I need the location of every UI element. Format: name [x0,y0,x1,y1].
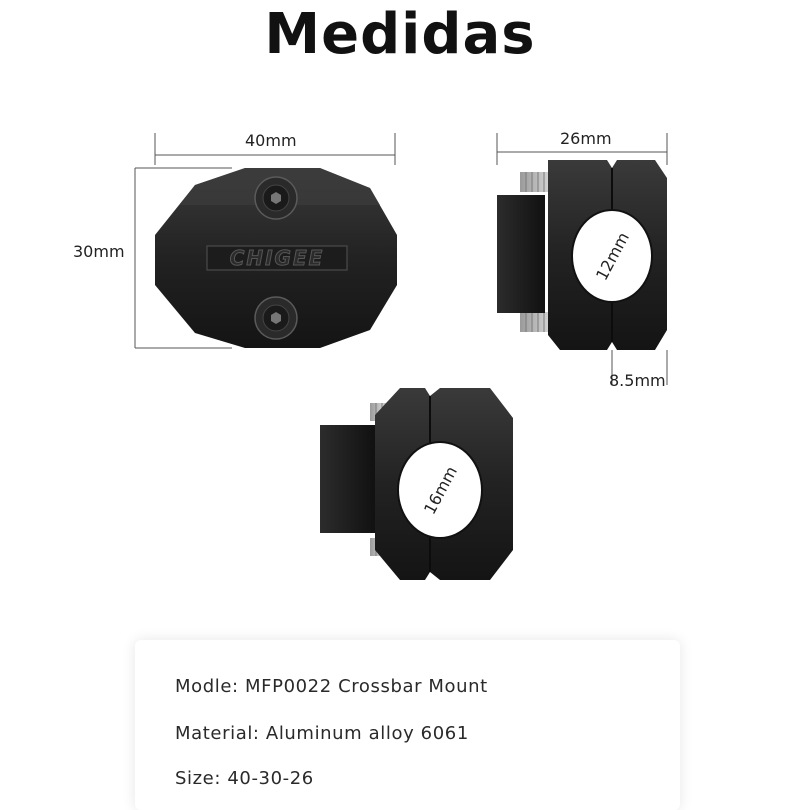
bottom-view-mount [320,388,513,580]
side-view-mount [497,160,667,350]
dim-front-width: 40mm [245,131,297,150]
page-title: Medidas [264,2,536,67]
logo-text: CHIGEE [229,246,325,270]
dim-front-height: 30mm [73,242,125,261]
spec-model: Modle: MFP0022 Crossbar Mount [175,676,488,697]
spec-material: Material: Aluminum alloy 6061 [175,723,469,744]
dim-side-offset: 8.5mm [609,371,666,390]
spec-card [135,640,680,810]
dim-side-inner: 12mm [591,229,633,284]
spec-size: Size: 40-30-26 [175,768,314,789]
dim-side-width: 26mm [560,129,612,148]
dim-bottom-inner: 16mm [419,463,461,518]
brand-logo [207,246,347,270]
